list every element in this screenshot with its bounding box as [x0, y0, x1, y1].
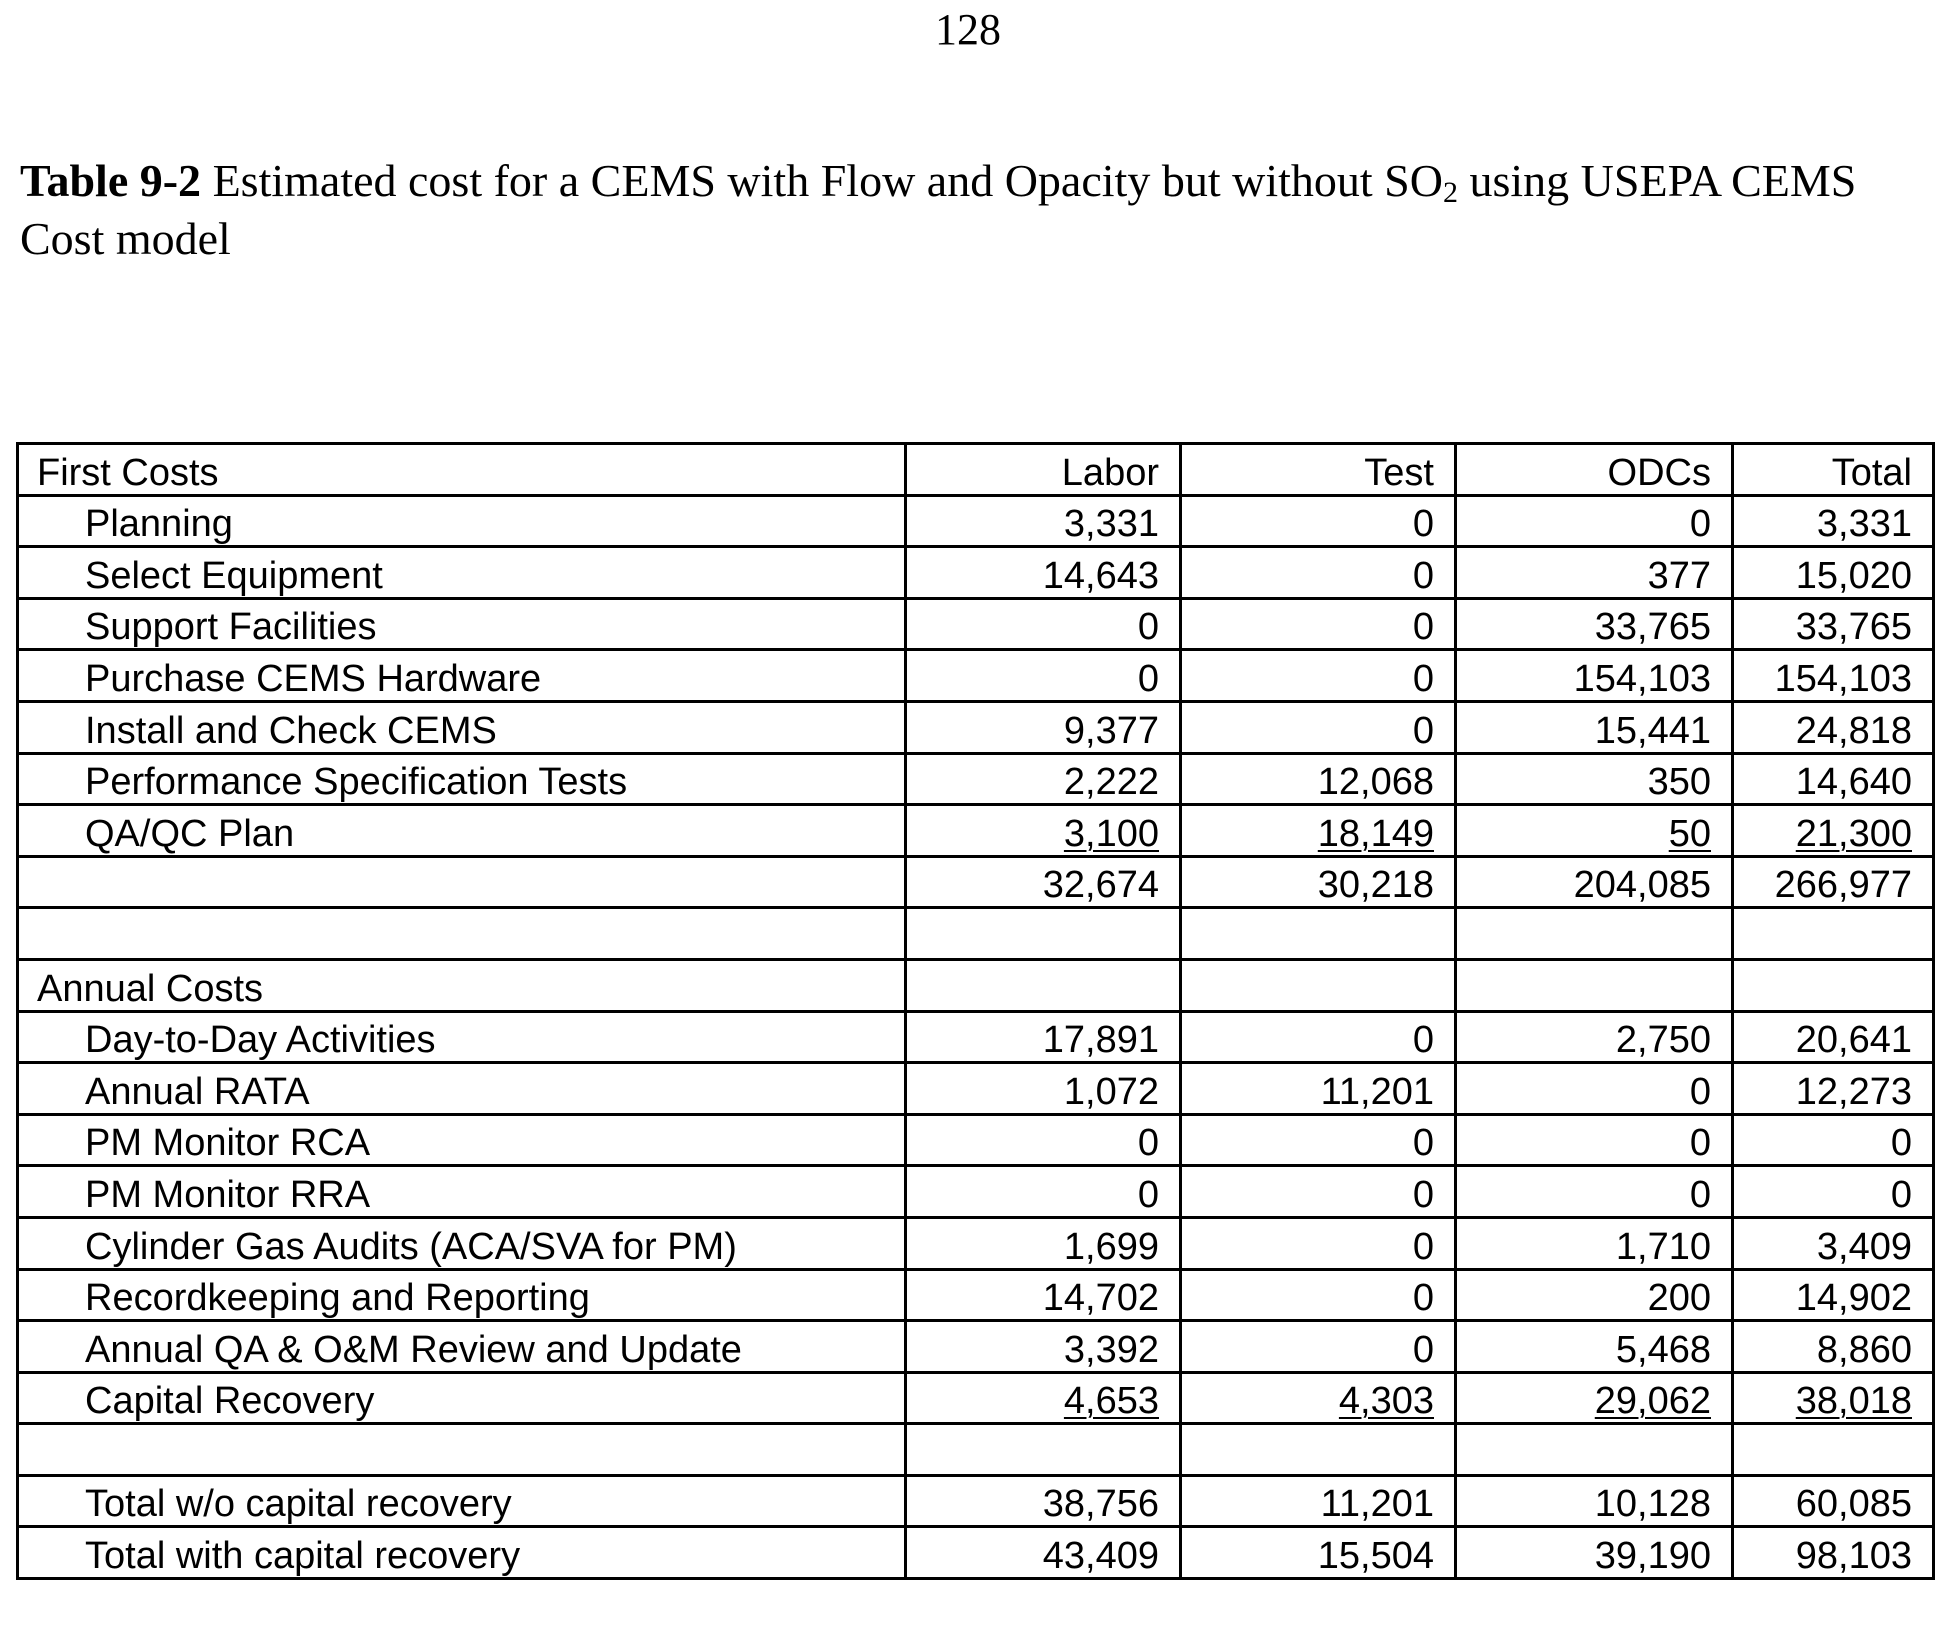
test-cell: 0	[1181, 1217, 1456, 1269]
empty-cell	[1733, 1424, 1934, 1476]
underlined-value: 3,100	[1063, 812, 1159, 855]
table-row	[18, 1217, 1934, 1269]
row-label: Recordkeeping and Reporting	[18, 1269, 906, 1321]
odcs-cell: 350	[1456, 753, 1733, 805]
labor-cell: 1,072	[906, 1063, 1181, 1115]
table-caption	[20, 152, 1920, 268]
labor-cell: 14,643	[906, 547, 1181, 599]
empty-cell	[1733, 908, 1934, 960]
cost-table	[16, 442, 1935, 1580]
table-row	[18, 547, 1934, 599]
empty-cell	[906, 959, 1181, 1011]
labor-cell: 3,392	[906, 1321, 1181, 1373]
row-label: Planning	[18, 495, 906, 547]
table-row	[18, 1063, 1934, 1115]
underlined-value: 18,149	[1317, 812, 1434, 855]
labor-cell: 0	[906, 1166, 1181, 1218]
row-label: Support Facilities	[18, 598, 906, 650]
empty-cell	[1181, 1424, 1456, 1476]
labor-cell: 9,377	[906, 701, 1181, 753]
labor-cell	[906, 1372, 1181, 1424]
test-cell: 11,201	[1181, 1063, 1456, 1115]
odcs-cell: 39,190	[1456, 1527, 1733, 1579]
underlined-value: 50	[1668, 812, 1711, 855]
underlined-value: 21,300	[1795, 812, 1912, 855]
labor-cell: 17,891	[906, 1011, 1181, 1063]
test-cell: 0	[1181, 1011, 1456, 1063]
table-row	[18, 1372, 1934, 1424]
total-cell: 60,085	[1733, 1475, 1934, 1527]
table-row	[18, 650, 1934, 702]
table-header-row	[18, 444, 1934, 496]
row-label: Annual RATA	[18, 1063, 906, 1115]
section-heading-row	[18, 959, 1934, 1011]
total-row	[18, 1475, 1934, 1527]
row-label: Performance Specification Tests	[18, 753, 906, 805]
section-heading-first-costs: First Costs	[18, 444, 906, 496]
underlined-value: 4,303	[1338, 1380, 1434, 1423]
odcs-cell: 0	[1456, 1114, 1733, 1166]
labor-cell: 38,756	[906, 1475, 1181, 1527]
empty-cell	[1733, 959, 1934, 1011]
total-cell: 98,103	[1733, 1527, 1934, 1579]
empty-cell	[1181, 959, 1456, 1011]
total-cell	[1733, 1372, 1934, 1424]
row-label: PM Monitor RRA	[18, 1166, 906, 1218]
labor-cell: 43,409	[906, 1527, 1181, 1579]
test-cell: 0	[1181, 701, 1456, 753]
table-row	[18, 1011, 1934, 1063]
test-cell: 30,218	[1181, 856, 1456, 908]
test-cell: 0	[1181, 1114, 1456, 1166]
test-cell	[1181, 1372, 1456, 1424]
column-header-test: Test	[1181, 444, 1456, 496]
table-row	[18, 805, 1934, 857]
test-cell: 0	[1181, 1321, 1456, 1373]
row-label: Select Equipment	[18, 547, 906, 599]
odcs-cell: 5,468	[1456, 1321, 1733, 1373]
row-label: PM Monitor RCA	[18, 1114, 906, 1166]
row-label: Cylinder Gas Audits (ACA/SVA for PM)	[18, 1217, 906, 1269]
total-cell: 24,818	[1733, 701, 1934, 753]
total-cell: 14,902	[1733, 1269, 1934, 1321]
underlined-value: 29,062	[1594, 1380, 1711, 1423]
row-label: QA/QC Plan	[18, 805, 906, 857]
row-label: Total w/o capital recovery	[18, 1475, 906, 1527]
total-cell: 12,273	[1733, 1063, 1934, 1115]
row-label	[18, 856, 906, 908]
row-label: Purchase CEMS Hardware	[18, 650, 906, 702]
table-row	[18, 1269, 1934, 1321]
empty-cell	[18, 1424, 906, 1476]
table-row	[18, 495, 1934, 547]
table-row	[18, 701, 1934, 753]
odcs-cell: 0	[1456, 495, 1733, 547]
test-cell: 0	[1181, 650, 1456, 702]
empty-cell	[906, 908, 1181, 960]
empty-cell	[1456, 908, 1733, 960]
labor-cell: 14,702	[906, 1269, 1181, 1321]
labor-cell: 0	[906, 650, 1181, 702]
labor-cell: 3,331	[906, 495, 1181, 547]
table-row	[18, 1321, 1934, 1373]
empty-cell	[906, 1424, 1181, 1476]
odcs-cell: 200	[1456, 1269, 1733, 1321]
column-header-total: Total	[1733, 444, 1934, 496]
row-label: Annual QA & O&M Review and Update	[18, 1321, 906, 1373]
total-cell: 14,640	[1733, 753, 1934, 805]
total-row	[18, 1527, 1934, 1579]
column-header-odcs: ODCs	[1456, 444, 1733, 496]
labor-cell: 2,222	[906, 753, 1181, 805]
test-cell: 0	[1181, 547, 1456, 599]
total-cell: 0	[1733, 1166, 1934, 1218]
odcs-cell: 15,441	[1456, 701, 1733, 753]
test-cell: 15,504	[1181, 1527, 1456, 1579]
total-cell: 266,977	[1733, 856, 1934, 908]
labor-cell: 32,674	[906, 856, 1181, 908]
row-label: Install and Check CEMS	[18, 701, 906, 753]
subtotal-row	[18, 856, 1934, 908]
labor-cell: 0	[906, 1114, 1181, 1166]
odcs-cell: 154,103	[1456, 650, 1733, 702]
odcs-cell: 2,750	[1456, 1011, 1733, 1063]
spacer-row	[18, 908, 1934, 960]
empty-cell	[1181, 908, 1456, 960]
test-cell: 0	[1181, 1166, 1456, 1218]
row-label: Day-to-Day Activities	[18, 1011, 906, 1063]
labor-cell	[906, 805, 1181, 857]
section-heading-annual-costs: Annual Costs	[18, 959, 906, 1011]
test-cell: 0	[1181, 495, 1456, 547]
total-cell	[1733, 805, 1934, 857]
total-cell: 154,103	[1733, 650, 1934, 702]
labor-cell: 0	[906, 598, 1181, 650]
table-caption-text-end: using USEPA CEMS Cost model	[20, 155, 1857, 264]
table-caption-subscript: 2	[1442, 176, 1458, 209]
test-cell	[1181, 805, 1456, 857]
row-label: Capital Recovery	[18, 1372, 906, 1424]
total-cell: 33,765	[1733, 598, 1934, 650]
total-cell: 3,331	[1733, 495, 1934, 547]
odcs-cell	[1456, 1372, 1733, 1424]
odcs-cell: 10,128	[1456, 1475, 1733, 1527]
table-row	[18, 753, 1934, 805]
total-cell: 3,409	[1733, 1217, 1934, 1269]
odcs-cell	[1456, 805, 1733, 857]
test-cell: 12,068	[1181, 753, 1456, 805]
odcs-cell: 377	[1456, 547, 1733, 599]
underlined-value: 4,653	[1063, 1380, 1159, 1423]
test-cell: 0	[1181, 1269, 1456, 1321]
table-caption-text: Estimated cost for a CEMS with Flow and Opacity but without SO	[201, 155, 1443, 206]
table-row	[18, 1166, 1934, 1218]
total-cell: 8,860	[1733, 1321, 1934, 1373]
odcs-cell: 0	[1456, 1063, 1733, 1115]
underlined-value: 38,018	[1795, 1380, 1912, 1423]
test-cell: 0	[1181, 598, 1456, 650]
odcs-cell: 33,765	[1456, 598, 1733, 650]
page-number: 128	[935, 5, 1001, 54]
total-cell: 15,020	[1733, 547, 1934, 599]
odcs-cell: 1,710	[1456, 1217, 1733, 1269]
total-cell: 0	[1733, 1114, 1934, 1166]
column-header-labor: Labor	[906, 444, 1181, 496]
test-cell: 11,201	[1181, 1475, 1456, 1527]
labor-cell: 1,699	[906, 1217, 1181, 1269]
empty-cell	[1456, 1424, 1733, 1476]
row-label: Total with capital recovery	[18, 1527, 906, 1579]
table-row	[18, 1114, 1934, 1166]
table-caption-label: Table 9-2	[20, 155, 202, 206]
odcs-cell: 204,085	[1456, 856, 1733, 908]
empty-cell	[1456, 959, 1733, 1011]
odcs-cell: 0	[1456, 1166, 1733, 1218]
table-row	[18, 598, 1934, 650]
spacer-row	[18, 1424, 1934, 1476]
total-cell: 20,641	[1733, 1011, 1934, 1063]
empty-cell	[18, 908, 906, 960]
